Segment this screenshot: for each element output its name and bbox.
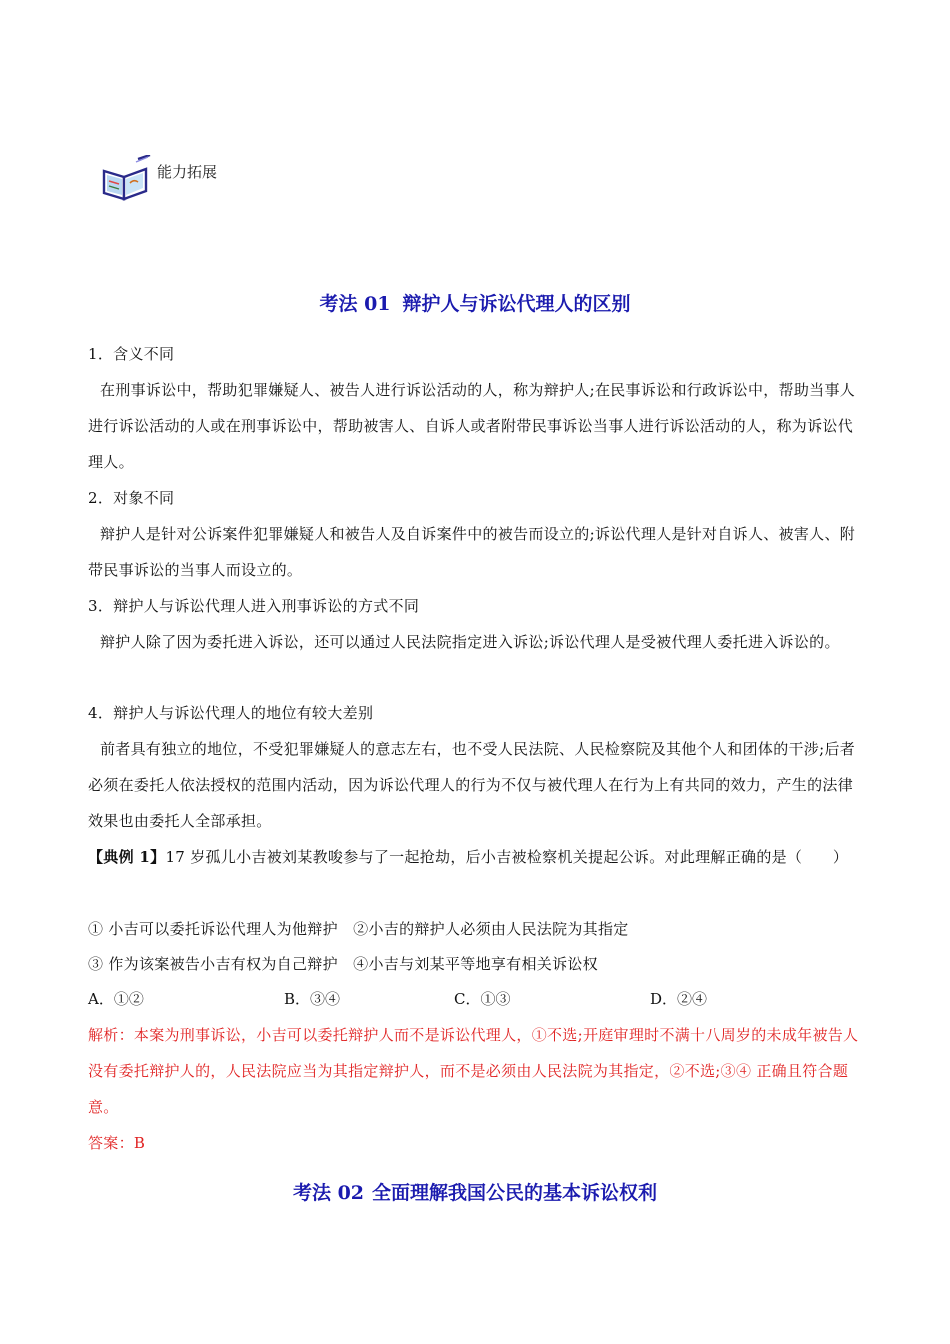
item-4-body: 前者具有独立的地位，不受犯罪嫌疑人的意志左右，也不受人民法院、人民检察院及其他个人和团体的干涉;后者必须在委托人依法授权的范围内活动，因为诉讼代理人的行为不仅与被代理人在行为上有共同的效力，产生的法律效果也由委托人全部承担。 bbox=[88, 740, 856, 830]
item-2-body: 辩护人是针对公诉案件犯罪嫌疑人和被告人及自诉案件中的被告而设立的;诉讼代理人是针对自诉人、被害人、附带民事诉讼的当事人而设立的。 bbox=[88, 525, 856, 579]
item-2-heading: 2．对象不同 bbox=[88, 489, 175, 507]
option-b: B．③④ bbox=[284, 990, 341, 1008]
header-label: 能力拓展 bbox=[157, 163, 218, 181]
example-question-text: 17 岁孤儿小吉被刘某教唆参与了一起抢劫，后小吉被检察机关提起公诉。对此理解正确的是（ ） bbox=[165, 848, 849, 866]
item-1-heading: 1．含义不同 bbox=[88, 345, 175, 363]
answer-text: 答案：B bbox=[88, 1134, 146, 1152]
section-2-text: 全面理解我国公民的基本诉讼权利 bbox=[372, 1182, 658, 1204]
answer-options bbox=[88, 981, 864, 1017]
option-a: A．①② bbox=[88, 990, 144, 1008]
section-1-text: 辩护人与诉讼代理人的区别 bbox=[402, 293, 631, 315]
statement-2: ③ 作为该案被告小吉有权为自己辩护 ④小吉与刘某平等地享有相关诉讼权 bbox=[88, 955, 598, 973]
example-label: 【典例 1】 bbox=[88, 848, 166, 866]
section-1-prefix: 考法 01 bbox=[319, 293, 391, 315]
section-2-prefix: 考法 02 bbox=[292, 1182, 365, 1204]
example-question bbox=[88, 839, 864, 875]
option-d: D．②④ bbox=[650, 990, 708, 1008]
statement-1: ① 小吉可以委托诉讼代理人为他辩护 ②小吉的辩护人必须由人民法院为其指定 bbox=[88, 920, 629, 938]
open-book-icon bbox=[100, 155, 152, 201]
analysis-text: 解析：本案为刑事诉讼，小吉可以委托辩护人而不是诉讼代理人，①不选;开庭审理时不满十八周岁的未成年被告人没有委托辩护人的，人民法院应当为其指定辩护人，而不是必须由人民法院为其指定，②不选;③④ 正确且符合题意。 bbox=[88, 1026, 859, 1116]
item-3-body: 辩护人除了因为委托进入诉讼，还可以通过人民法院指定进入诉讼;诉讼代理人是受被代理人委托进入诉讼的。 bbox=[100, 633, 840, 651]
item-1-body: 在刑事诉讼中，帮助犯罪嫌疑人、被告人进行诉讼活动的人，称为辩护人;在民事诉讼和行政诉讼中，帮助当事人进行诉讼活动的人或在刑事诉讼中，帮助被害人、自诉人或者附带民事诉讼当事人进行诉讼活动的人，称为诉讼代理人。 bbox=[88, 381, 856, 471]
option-c: C．①③ bbox=[454, 990, 511, 1008]
section-1-title bbox=[0, 289, 950, 316]
section-2-title bbox=[0, 1178, 950, 1205]
item-4-heading: 4．辩护人与诉讼代理人的地位有较大差别 bbox=[88, 704, 374, 722]
item-3-heading: 3．辩护人与诉讼代理人进入刑事诉讼的方式不同 bbox=[88, 597, 420, 615]
